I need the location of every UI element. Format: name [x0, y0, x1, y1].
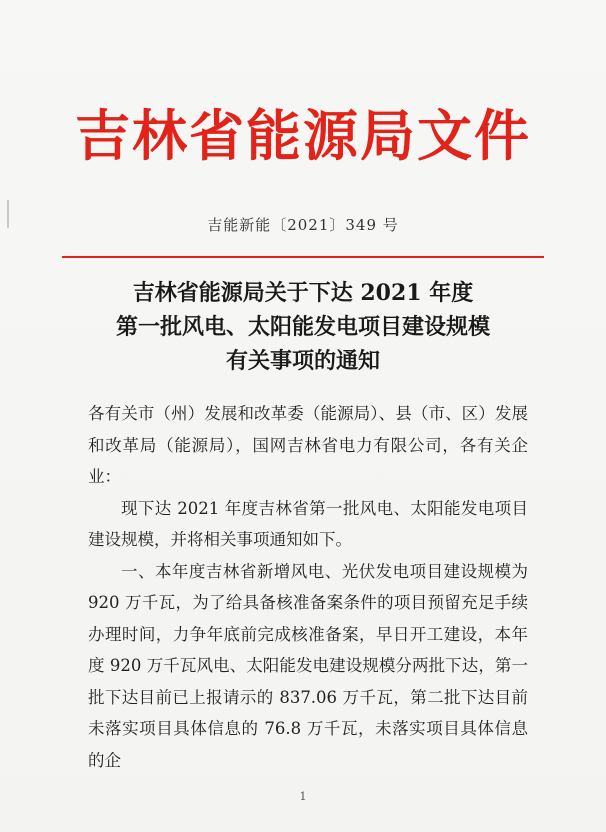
- document-number: 吉能新能〔2021〕349 号: [207, 216, 399, 234]
- recipients-paragraph: 各有关市（州）发展和改革委（能源局）、县（市、区）发展和改革局（能源局），国网吉林省电力有限公司，各有关企业：: [88, 404, 528, 486]
- notice-title-line-2: 第一批风电、太阳能发电项目建设规模: [115, 314, 490, 340]
- agency-header-title: 吉林省能源局文件: [74, 103, 531, 168]
- page-number: 1: [299, 790, 307, 803]
- red-divider-line: [62, 256, 544, 258]
- notice-title: [0, 276, 606, 378]
- item-one-paragraph: 一、本年度吉林省新增风电、光伏发电项目建设规模为 920 万千瓦，为了给具备核准备案条件的项目预留充足手续办理时间，力争年底前完成核准备案，早日开工建设，本年度 920 万千瓦风电、太阳能发电建设规模分两批下达，第一批下达目前已上报请示的 837.06 万千瓦，第二批下达目前未落实项目具体信息的 76.8 万千瓦，未落实项目具体信息的企: [88, 561, 528, 770]
- notice-title-line-3: 有关事项的通知: [225, 348, 380, 374]
- notice-body: [88, 398, 528, 776]
- notice-title-line-1: 吉林省能源局关于下达 2021 年度: [132, 280, 474, 306]
- intro-paragraph: 现下达 2021 年度吉林省第一批风电、太阳能发电项目建设规模，并将相关事项通知如下。: [88, 498, 528, 549]
